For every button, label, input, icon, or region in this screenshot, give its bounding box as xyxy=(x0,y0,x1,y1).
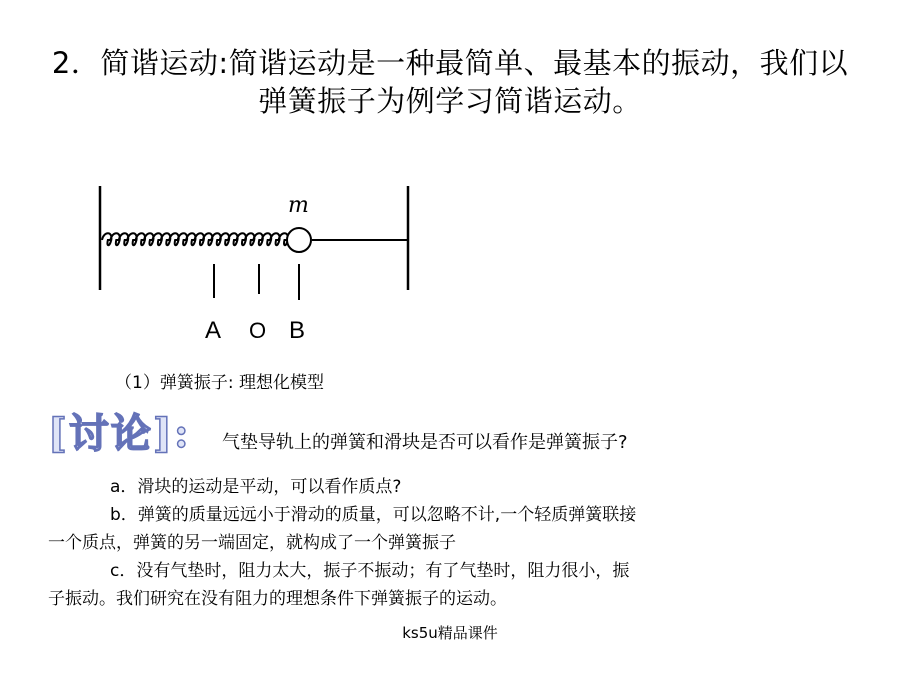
subheading-spring-oscillator: （1）弹簧振子: 理想化模型 xyxy=(115,373,324,393)
title-line-2: 弹簧振子为例学习简谐运动。 xyxy=(258,84,642,118)
discussion-question: 气垫导轨上的弹簧和滑块是否可以看作是弹簧振子? xyxy=(222,432,628,453)
answer-c-line-1: c．没有气垫时，阻力太大，振子不振动；有了气垫时，阻力很小，振 xyxy=(110,561,630,581)
spring-oscillator-diagram xyxy=(88,178,428,353)
point-label-a: A xyxy=(205,317,222,344)
point-label-o: O xyxy=(249,318,267,343)
point-label-b: B xyxy=(289,317,306,344)
mass-ball xyxy=(287,228,311,252)
answers-block xyxy=(48,473,828,613)
slide-title xyxy=(40,44,860,120)
answer-c-line-2: 子振动。我们研究在没有阻力的理想条件下弹簧振子的运动。 xyxy=(48,589,507,609)
discussion-label: [讨论]: xyxy=(48,410,191,457)
answer-a: a．滑块的运动是平动，可以看作质点? xyxy=(110,477,402,497)
spring xyxy=(102,233,288,245)
footer-watermark: ks5u精品课件 xyxy=(402,624,498,642)
answer-b-line-1: b．弹簧的质量远远小于滑动的质量，可以忽略不计,一个轻质弹簧联接 xyxy=(110,505,637,525)
title-line-1: 2．简谐运动:简谐运动是一种最简单、最基本的振动，我们以 xyxy=(51,46,849,80)
mass-label: m xyxy=(288,193,309,218)
answer-b-line-2: 一个质点，弹簧的另一端固定，就构成了一个弹簧振子 xyxy=(48,533,456,553)
